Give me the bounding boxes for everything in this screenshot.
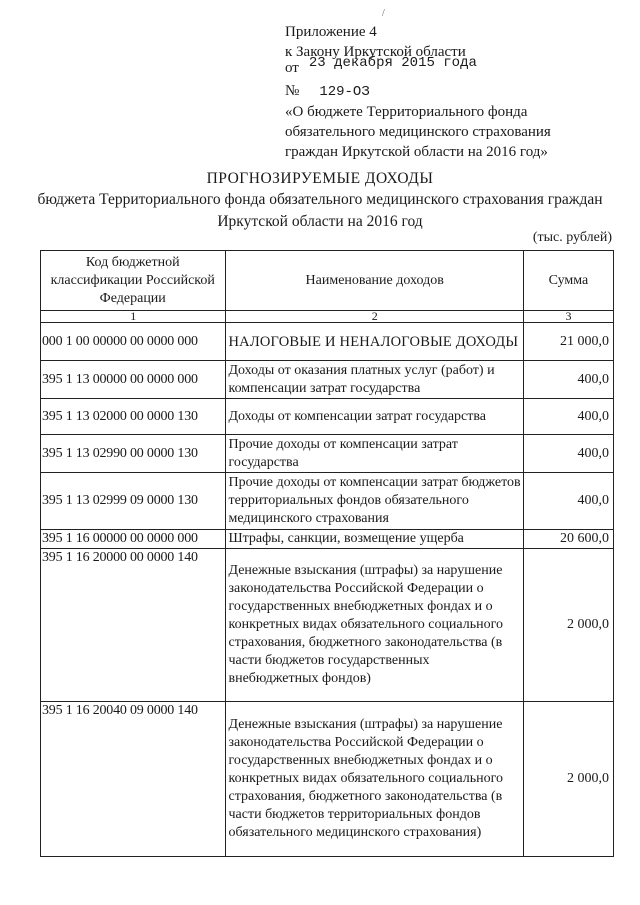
budget-code: 395 1 13 02000 00 0000 130 bbox=[41, 399, 226, 435]
column-number: 3 bbox=[523, 311, 613, 323]
budget-code: 000 1 00 00000 00 0000 000 bbox=[41, 323, 226, 361]
number-label: № bbox=[285, 83, 300, 99]
income-name: Штрафы, санкции, возмещение ущерба bbox=[226, 530, 523, 549]
income-amount: 400,0 bbox=[523, 361, 613, 399]
budget-code: 395 1 13 00000 00 0000 000 bbox=[41, 361, 226, 399]
page-title: ПРОГНОЗИРУЕМЫЕ ДОХОДЫ bbox=[206, 170, 434, 187]
subtitle-line-1: бюджета Территориального фонда обязательного медицинского страхования граждан bbox=[37, 191, 603, 208]
income-name: Доходы от компенсации затрат государства bbox=[226, 399, 523, 435]
income-amount: 400,0 bbox=[523, 435, 613, 473]
column-header-amount: Сумма bbox=[523, 251, 613, 311]
budget-code: 395 1 16 20040 09 0000 140 bbox=[41, 702, 226, 857]
income-amount: 2 000,0 bbox=[523, 549, 613, 702]
law-number: 129-ОЗ bbox=[319, 84, 370, 100]
income-name: НАЛОГОВЫЕ И НЕНАЛОГОВЫЕ ДОХОДЫ bbox=[226, 323, 523, 361]
law-title-line-2: обязательного медицинского страхования bbox=[285, 124, 551, 140]
column-header-name: Наименование доходов bbox=[226, 251, 523, 311]
scan-mark: / bbox=[382, 8, 385, 19]
column-number: 1 bbox=[41, 311, 226, 323]
table-row bbox=[41, 530, 614, 549]
table-row bbox=[41, 361, 614, 399]
appendix-header bbox=[285, 22, 551, 162]
budget-code: 395 1 13 02999 09 0000 130 bbox=[41, 473, 226, 530]
column-number: 2 bbox=[226, 311, 523, 323]
income-amount: 400,0 bbox=[523, 399, 613, 435]
from-label: от bbox=[285, 60, 299, 76]
law-title-line-1: «О бюджете Территориального фонда bbox=[285, 104, 528, 120]
income-name: Доходы от оказания платных услуг (работ) и компенсации затрат государства bbox=[226, 361, 523, 399]
table-header-row bbox=[41, 251, 614, 311]
income-name: Прочие доходы от компенсации затрат бюджетов территориальных фондов обязательного медицинского страхования bbox=[226, 473, 523, 530]
units-label: (тыс. рублей) bbox=[532, 230, 612, 245]
budget-code: 395 1 13 02990 00 0000 130 bbox=[41, 435, 226, 473]
table-row bbox=[41, 323, 614, 361]
income-amount: 20 600,0 bbox=[523, 530, 613, 549]
income-amount: 400,0 bbox=[523, 473, 613, 530]
table-row bbox=[41, 399, 614, 435]
income-name: Денежные взыскания (штрафы) за нарушение законодательства Российской Федерации о государственных внебюджетных фондах и о конкретных видах обязательного социального страхования, бюджетного законодательства (в части бюджетов государственных внебюджетных фондов) bbox=[226, 549, 523, 702]
budget-code: 395 1 16 20000 00 0000 140 bbox=[41, 549, 226, 702]
document-title-block bbox=[0, 170, 640, 232]
income-name: Денежные взыскания (штрафы) за нарушение законодательства Российской Федерации о государственных внебюджетных фондах и о конкретных видах обязательного социального страхования, бюджетного законодательства (в части бюджетов территориальных фондов обязательного медицинского страхования) bbox=[226, 702, 523, 857]
table-row bbox=[41, 549, 614, 702]
law-title-line-3: граждан Иркутской области на 2016 год» bbox=[285, 144, 548, 160]
law-reference: к Закону Иркутской области bbox=[285, 44, 466, 60]
income-amount: 2 000,0 bbox=[523, 702, 613, 857]
budget-code: 395 1 16 00000 00 0000 000 bbox=[41, 530, 226, 549]
income-table bbox=[40, 250, 614, 857]
appendix-number: Приложение 4 bbox=[285, 24, 377, 40]
income-amount: 21 000,0 bbox=[523, 323, 613, 361]
column-header-code: Код бюджетной классификации Российской Федерации bbox=[41, 251, 226, 311]
table-row bbox=[41, 702, 614, 857]
subtitle-line-2: Иркутской области на 2016 год bbox=[217, 213, 423, 230]
income-name: Прочие доходы от компенсации затрат государства bbox=[226, 435, 523, 473]
column-number-row bbox=[41, 311, 614, 323]
table-row bbox=[41, 435, 614, 473]
law-date: 23 декабря 2015 года bbox=[308, 55, 477, 71]
table-row bbox=[41, 473, 614, 530]
